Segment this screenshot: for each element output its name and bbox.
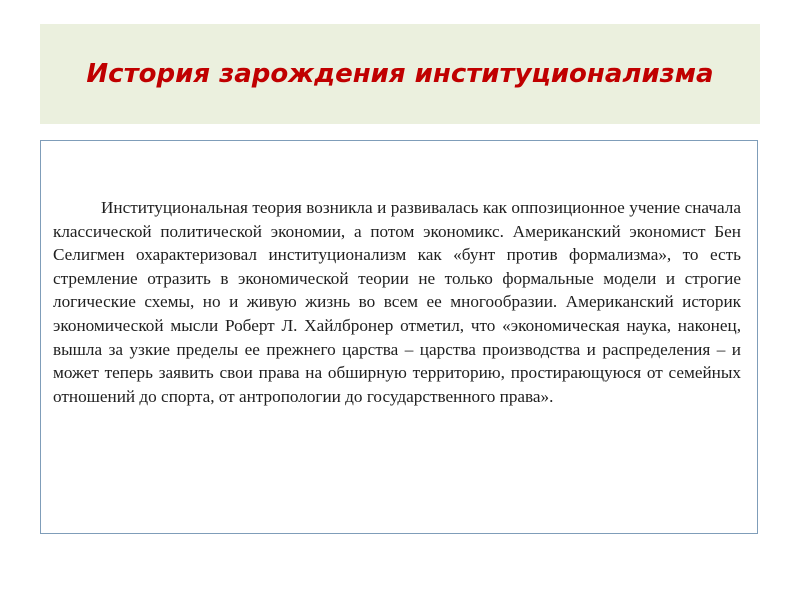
slide-title: История зарождения институционализма bbox=[86, 59, 714, 89]
title-banner bbox=[40, 24, 760, 124]
body-paragraph: Институциональная теория возникла и развивалась как оппозиционное учение сначала классической политической экономии, а потом экономикс. Американский экономист Бен Селигмен охарактеризовал институционализм как «бунт против формализма», то есть стремление отразить в экономической теории не только формальные модели и строгие логические схемы, но и живую жизнь во всем ее многообразии. Американский историк экономической мысли Роберт Л. Хайлбронер отметил, что «экономическая наука, наконец, вышла за узкие пределы ее прежнего царства – царства производства и распределения – и может теперь заявить свои права на обширную территорию, простирающуюся от семейных отношений до спорта, от антропологии до государственного права». bbox=[53, 198, 741, 406]
text-box bbox=[40, 140, 758, 534]
